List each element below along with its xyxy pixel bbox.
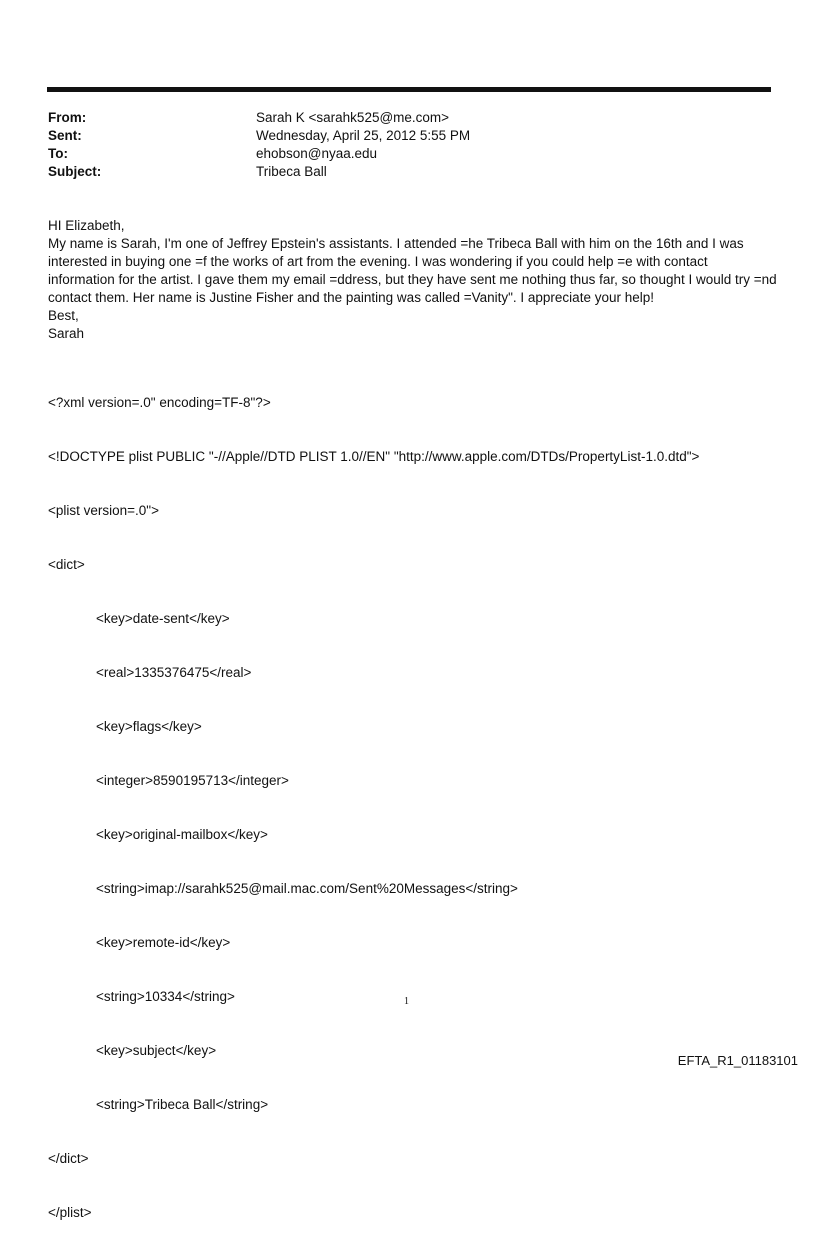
xml-line: <key>remote-id</key> [96,935,231,950]
sent-row [48,126,470,144]
signature: Sarah [48,326,85,341]
xml-line: <key>flags</key> [96,719,202,734]
xml-line: <dict> [48,557,85,572]
xml-line: <string>imap://sarahk525@mail.mac.com/Sent%20Messages</string> [96,881,518,896]
from-label: From: [48,109,87,125]
email-header [48,108,470,180]
subject-row [48,162,470,180]
from-value: Sarah K <sarahk525@me.com> [256,109,450,125]
xml-line: <plist version=.0"> [48,503,159,518]
subject-value: Tribeca Ball [256,163,327,179]
sent-label: Sent: [48,127,82,143]
xml-line: <!DOCTYPE plist PUBLIC "-//Apple//DTD PLIST 1.0//EN" "http://www.apple.com/DTDs/PropertyList-1.0.dtd"> [48,449,700,464]
xml-line: </dict> [48,1151,89,1166]
to-row [48,144,470,162]
bates-number: EFTA_R1_01183101 [677,1053,798,1068]
email-body [48,217,778,343]
xml-line: <key>date-sent</key> [96,611,230,626]
page-number: 1 [404,996,409,1007]
xml-line: <integer>8590195713</integer> [96,773,289,788]
xml-line: <string>10334</string> [96,989,235,1004]
xml-line: <?xml version=.0" encoding=TF-8"?> [48,395,271,410]
xml-line: <string>Tribeca Ball</string> [96,1097,269,1112]
xml-line: <key>subject</key> [96,1043,217,1058]
subject-label: Subject: [48,163,102,179]
xml-line: <real>1335376475</real> [96,665,252,680]
xml-line: </plist> [48,1205,92,1220]
to-value: ehobson@nyaa.edu [256,145,378,161]
xml-line: <key>original-mailbox</key> [96,827,268,842]
sent-value: Wednesday, April 25, 2012 5:55 PM [256,127,471,143]
to-label: To: [48,145,68,161]
closing: Best, [48,308,79,323]
body-paragraph: My name is Sarah, I'm one of Jeffrey Epstein's assistants. I attended =he Tribeca Ball with him on the 16th and I was interested in buying one =f the works of art from the evening. I was wondering if you could help =e with contact information for the artist. I gave them my email =ddress, but they have sent me nothing thus far, so thought I would try =nd contact them. Her name is Justine Fisher and the painting was called =Vanity". I appreciate your help! [48,236,777,305]
from-row [48,108,470,126]
plist-xml [48,358,699,1240]
greeting: HI Elizabeth, [48,218,125,233]
header-rule [47,87,771,92]
